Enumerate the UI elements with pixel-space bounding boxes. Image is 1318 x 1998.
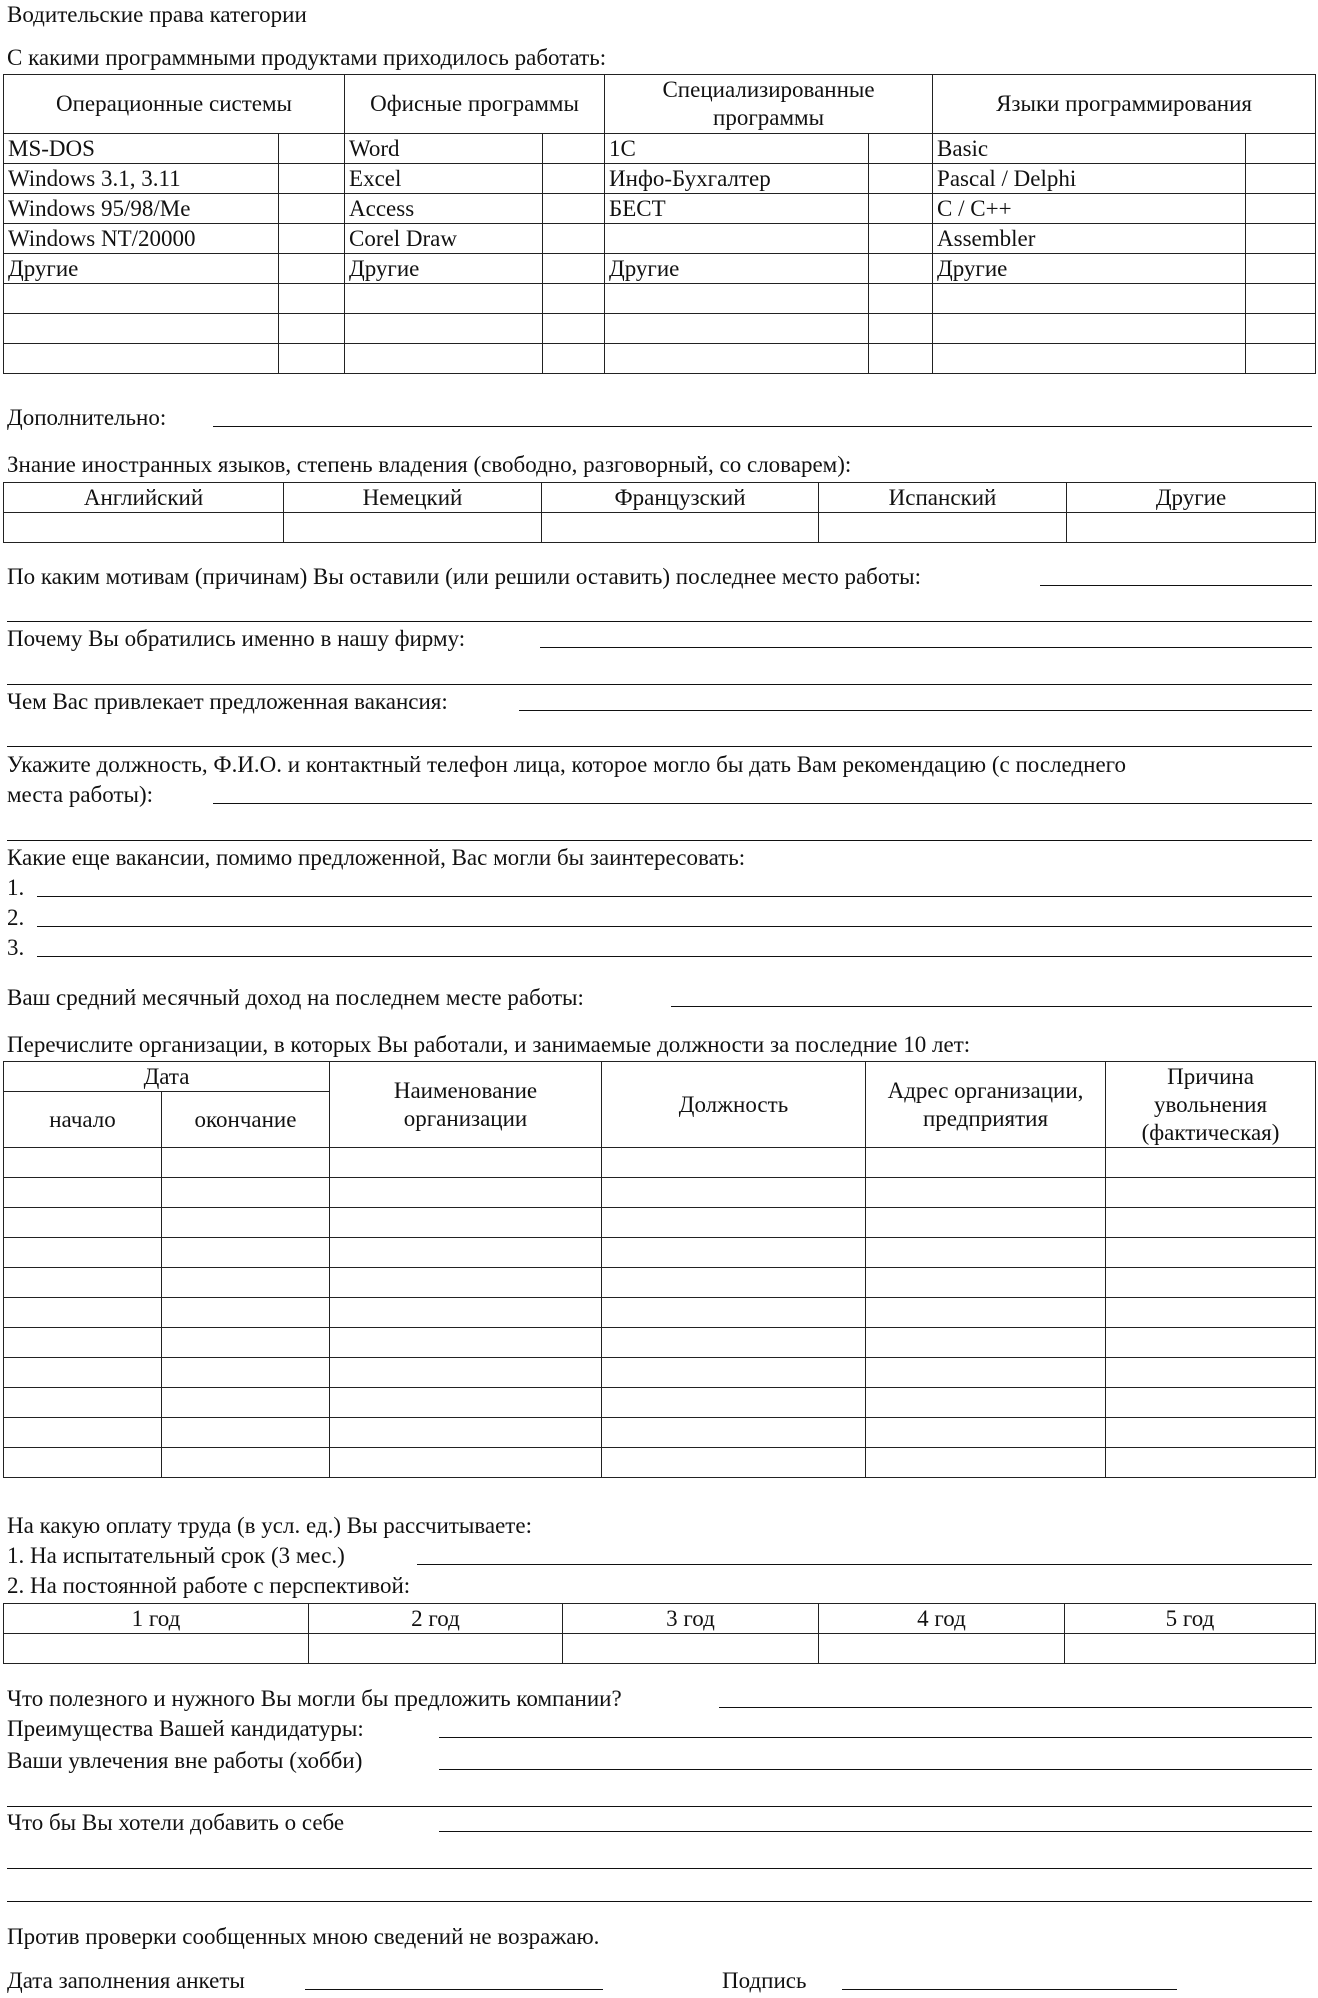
vacancy-label: Чем Вас привлекает предложенная вакансия: <box>7 689 448 714</box>
cell-label: Pascal / Delphi <box>933 164 1246 194</box>
employment-title <box>7 1030 1312 1060</box>
position-cell[interactable] <box>602 1178 866 1208</box>
year-5-salary[interactable] <box>1065 1634 1316 1664</box>
fill-cell[interactable] <box>345 344 543 374</box>
vacancy-option-field[interactable] <box>37 956 1312 957</box>
check-cell[interactable] <box>543 284 605 314</box>
year-3-salary[interactable] <box>563 1634 819 1664</box>
vacancy-field[interactable] <box>519 710 1312 711</box>
check-cell[interactable] <box>869 344 933 374</box>
vacancy-option-3 <box>7 933 1312 963</box>
reason-cell[interactable] <box>1106 1328 1316 1358</box>
additional-label: Дополнительно: <box>7 405 167 430</box>
table-row <box>4 1268 1316 1298</box>
software-table <box>3 74 1316 374</box>
table-row <box>4 224 1316 254</box>
check-cell[interactable] <box>543 344 605 374</box>
add-line <box>7 1808 1312 1838</box>
advantages-field[interactable] <box>439 1737 1312 1738</box>
consent-line <box>7 1922 1312 1952</box>
start-cell[interactable] <box>4 1298 162 1328</box>
useful-label: Что полезного и нужного Вы могли бы предложить компании? <box>7 1686 622 1711</box>
start-cell[interactable] <box>4 1328 162 1358</box>
additional-line <box>7 403 1312 433</box>
employment-header-row-1 <box>4 1062 1316 1092</box>
cell-label: Basic <box>933 134 1246 164</box>
start-cell[interactable] <box>4 1208 162 1238</box>
advantages-line <box>7 1714 1312 1744</box>
fill-cell[interactable] <box>605 314 869 344</box>
salary-years-input-row <box>4 1634 1316 1664</box>
org-cell[interactable] <box>330 1238 602 1268</box>
table-row <box>4 194 1316 224</box>
employment-table <box>3 1061 1316 1478</box>
year-2-salary[interactable] <box>309 1634 563 1664</box>
table-row <box>4 1418 1316 1448</box>
cell-label: Corel Draw <box>345 224 543 254</box>
lang-french-level[interactable] <box>542 513 819 543</box>
fill-cell[interactable] <box>933 284 1246 314</box>
end-cell[interactable] <box>162 1448 330 1478</box>
check-cell[interactable] <box>543 254 605 284</box>
table-row <box>4 164 1316 194</box>
address-cell[interactable] <box>866 1298 1106 1328</box>
cell-label: БЕСТ <box>605 194 869 224</box>
vacancy-option-field[interactable] <box>37 926 1312 927</box>
table-row <box>4 1328 1316 1358</box>
reason-cell[interactable] <box>1106 1208 1316 1238</box>
org-cell[interactable] <box>330 1208 602 1238</box>
cell-label: Инфо-Бухгалтер <box>605 164 869 194</box>
address-cell[interactable] <box>866 1388 1106 1418</box>
end-cell[interactable] <box>162 1208 330 1238</box>
check-cell[interactable] <box>279 164 345 194</box>
cell-label <box>605 224 869 254</box>
reference-line-2 <box>7 780 1312 810</box>
org-cell[interactable] <box>330 1448 602 1478</box>
check-cell[interactable] <box>279 344 345 374</box>
signature-field[interactable] <box>842 1989 1177 1990</box>
probation-field[interactable] <box>417 1564 1312 1565</box>
cell-label: Другие <box>933 254 1246 284</box>
reason-cell[interactable] <box>1106 1238 1316 1268</box>
position-cell[interactable] <box>602 1148 866 1178</box>
income-field[interactable] <box>671 1006 1312 1007</box>
address-cell[interactable] <box>866 1358 1106 1388</box>
permanent-line <box>7 1571 1312 1601</box>
check-cell[interactable] <box>869 254 933 284</box>
check-cell[interactable] <box>279 194 345 224</box>
check-cell[interactable] <box>1246 224 1316 254</box>
cell-label: Windows NT/20000 <box>4 224 279 254</box>
year-4-header: 4 год <box>819 1604 1065 1634</box>
additional-field[interactable] <box>213 426 1312 427</box>
year-2-header: 2 год <box>309 1604 563 1634</box>
date-signature-line <box>7 1966 1312 1996</box>
date-label: Дата заполнения анкеты <box>7 1968 245 1993</box>
check-cell[interactable] <box>279 254 345 284</box>
check-cell[interactable] <box>279 314 345 344</box>
start-cell[interactable] <box>4 1388 162 1418</box>
reason-cell[interactable] <box>1106 1388 1316 1418</box>
end-cell[interactable] <box>162 1388 330 1418</box>
cell-label: Word <box>345 134 543 164</box>
check-cell[interactable] <box>1246 314 1316 344</box>
reference-label-2: места работы): <box>7 782 153 807</box>
address-cell[interactable] <box>866 1208 1106 1238</box>
check-cell[interactable] <box>279 224 345 254</box>
reference-label-1: Укажите должность, Ф.И.О. и контактный телефон лица, которое могло бы дать Вам рекомендацию (с последнего <box>7 752 1127 777</box>
special-header: Специализированные программы <box>605 75 933 134</box>
year-1-header: 1 год <box>4 1604 309 1634</box>
fill-cell[interactable] <box>605 284 869 314</box>
cell-label: Access <box>345 194 543 224</box>
start-cell[interactable] <box>4 1238 162 1268</box>
lang-spanish-header: Испанский <box>819 483 1067 513</box>
signature-label: Подпись <box>722 1968 807 1993</box>
position-header: Должность <box>602 1062 866 1148</box>
other-vacancies-label: Какие еще вакансии, помимо предложенной, Вас могли бы заинтересовать: <box>7 845 746 870</box>
cell-label: Excel <box>345 164 543 194</box>
org-cell[interactable] <box>330 1418 602 1448</box>
year-5-header: 5 год <box>1065 1604 1316 1634</box>
reason-cell[interactable] <box>1106 1178 1316 1208</box>
hobby-line <box>7 1746 1312 1776</box>
probation-line <box>7 1541 1312 1571</box>
lang-german-level[interactable] <box>284 513 542 543</box>
table-row <box>4 1448 1316 1478</box>
salary-title <box>7 1511 1312 1541</box>
org-cell[interactable] <box>330 1298 602 1328</box>
date-field[interactable] <box>305 1989 603 1990</box>
probation-label: 1. На испытательный срок (3 мес.) <box>7 1543 345 1568</box>
languages-title <box>7 450 1312 480</box>
start-header: начало <box>4 1092 162 1148</box>
reference-field-2[interactable] <box>7 840 1312 841</box>
vacancy-field-2[interactable] <box>7 746 1312 747</box>
languages-input-row <box>4 513 1316 543</box>
check-cell[interactable] <box>543 134 605 164</box>
income-label: Ваш средний месячный доход на последнем месте работы: <box>7 985 584 1010</box>
vacancy-option-2 <box>7 903 1312 933</box>
employment-title-text: Перечислите организации, в которых Вы работали, и занимаемые должности за последние 10 лет: <box>7 1032 971 1057</box>
position-cell[interactable] <box>602 1268 866 1298</box>
reason-cell[interactable] <box>1106 1298 1316 1328</box>
useful-field[interactable] <box>719 1707 1312 1708</box>
table-row <box>4 134 1316 164</box>
cell-label: Assembler <box>933 224 1246 254</box>
hobby-label: Ваши увлечения вне работы (хобби) <box>7 1748 363 1773</box>
cell-label: Windows 3.1, 3.11 <box>4 164 279 194</box>
hobby-field[interactable] <box>439 1769 1312 1770</box>
check-cell[interactable] <box>543 314 605 344</box>
why-firm-line <box>7 624 1312 654</box>
address-header: Адрес организации, предприятия <box>866 1062 1106 1148</box>
salary-title-text: На какую оплату труда (в усл. ед.) Вы рассчитываете: <box>7 1513 532 1538</box>
table-row <box>4 1388 1316 1418</box>
position-cell[interactable] <box>602 1208 866 1238</box>
why-firm-field-2[interactable] <box>7 684 1312 685</box>
fill-cell[interactable] <box>933 314 1246 344</box>
check-cell[interactable] <box>543 194 605 224</box>
other-vacancies-title <box>7 843 1312 873</box>
start-cell[interactable] <box>4 1418 162 1448</box>
add-field[interactable] <box>439 1831 1312 1832</box>
org-cell[interactable] <box>330 1358 602 1388</box>
reason-header: Причина увольнения (фактическая) <box>1106 1062 1316 1148</box>
table-row <box>4 1358 1316 1388</box>
end-header: окончание <box>162 1092 330 1148</box>
address-cell[interactable] <box>866 1328 1106 1358</box>
position-cell[interactable] <box>602 1448 866 1478</box>
check-cell[interactable] <box>869 224 933 254</box>
org-header: Наименование организации <box>330 1062 602 1148</box>
add-field-3[interactable] <box>7 1901 1312 1902</box>
address-cell[interactable] <box>866 1148 1106 1178</box>
address-cell[interactable] <box>866 1268 1106 1298</box>
reason-cell[interactable] <box>1106 1358 1316 1388</box>
useful-line <box>7 1684 1312 1714</box>
lang-other-header: Другие <box>1067 483 1316 513</box>
check-cell[interactable] <box>1246 284 1316 314</box>
check-cell[interactable] <box>543 224 605 254</box>
fill-cell[interactable] <box>4 344 279 374</box>
languages-header-row <box>4 483 1316 513</box>
table-row <box>4 1148 1316 1178</box>
add-field-2[interactable] <box>7 1868 1312 1869</box>
vacancy-option-number: 3. <box>7 935 25 960</box>
check-cell[interactable] <box>869 194 933 224</box>
table-row <box>4 1178 1316 1208</box>
reason-cell[interactable] <box>1106 1148 1316 1178</box>
fill-cell[interactable] <box>4 284 279 314</box>
vacancy-option-number: 1. <box>7 875 25 900</box>
software-header-row <box>4 75 1316 134</box>
lang-english-header: Английский <box>4 483 284 513</box>
end-cell[interactable] <box>162 1268 330 1298</box>
reason-cell[interactable] <box>1106 1418 1316 1448</box>
office-header: Офисные программы <box>345 75 605 134</box>
income-line <box>7 983 1312 1013</box>
software-title-text: С какими программными продуктами приходилось работать: <box>7 45 607 70</box>
address-cell[interactable] <box>866 1238 1106 1268</box>
cell-label: Windows 95/98/Me <box>4 194 279 224</box>
fill-cell[interactable] <box>605 344 869 374</box>
cell-label: Другие <box>605 254 869 284</box>
end-cell[interactable] <box>162 1148 330 1178</box>
end-cell[interactable] <box>162 1418 330 1448</box>
motives-field-2[interactable] <box>7 621 1312 622</box>
vacancy-option-number: 2. <box>7 905 25 930</box>
end-cell[interactable] <box>162 1238 330 1268</box>
org-cell[interactable] <box>330 1328 602 1358</box>
fill-cell[interactable] <box>345 314 543 344</box>
org-cell[interactable] <box>330 1178 602 1208</box>
date-header: Дата <box>4 1062 330 1092</box>
permanent-label: 2. На постоянной работе с перспективой: <box>7 1573 411 1598</box>
vacancy-option-1 <box>7 873 1312 903</box>
table-row <box>4 254 1316 284</box>
consent-text: Против проверки сообщенных мною сведений не возражаю. <box>7 1924 600 1949</box>
check-cell[interactable] <box>1246 164 1316 194</box>
table-row <box>4 314 1316 344</box>
motives-field[interactable] <box>1040 585 1312 586</box>
reference-line-1 <box>7 750 1312 780</box>
why-firm-field[interactable] <box>540 647 1312 648</box>
cell-label: 1С <box>605 134 869 164</box>
lang-other-level[interactable] <box>1067 513 1316 543</box>
org-cell[interactable] <box>330 1268 602 1298</box>
position-cell[interactable] <box>602 1328 866 1358</box>
reason-cell[interactable] <box>1106 1268 1316 1298</box>
os-header: Операционные системы <box>4 75 345 134</box>
check-cell[interactable] <box>1246 194 1316 224</box>
end-cell[interactable] <box>162 1358 330 1388</box>
table-row <box>4 344 1316 374</box>
reason-cell[interactable] <box>1106 1448 1316 1478</box>
cell-label: Другие <box>345 254 543 284</box>
vacancy-option-field[interactable] <box>37 896 1312 897</box>
cell-label: Другие <box>4 254 279 284</box>
software-title <box>7 43 1312 73</box>
start-cell[interactable] <box>4 1448 162 1478</box>
languages-title-text: Знание иностранных языков, степень владения (свободно, разговорный, со словарем): <box>7 452 852 477</box>
position-cell[interactable] <box>602 1358 866 1388</box>
license-label: Водительские права категории <box>7 2 307 27</box>
start-cell[interactable] <box>4 1148 162 1178</box>
why-firm-label: Почему Вы обратились именно в нашу фирму: <box>7 626 466 651</box>
end-cell[interactable] <box>162 1328 330 1358</box>
motives-label: По каким мотивам (причинам) Вы оставили (или решили оставить) последнее место работы: <box>7 564 921 589</box>
end-cell[interactable] <box>162 1298 330 1328</box>
languages-table <box>3 482 1316 543</box>
cell-label: C / C++ <box>933 194 1246 224</box>
salary-years-header-row <box>4 1604 1316 1634</box>
org-cell[interactable] <box>330 1148 602 1178</box>
check-cell[interactable] <box>1246 254 1316 284</box>
table-row <box>4 1208 1316 1238</box>
end-cell[interactable] <box>162 1178 330 1208</box>
check-cell[interactable] <box>279 284 345 314</box>
lang-german-header: Немецкий <box>284 483 542 513</box>
check-cell[interactable] <box>869 134 933 164</box>
check-cell[interactable] <box>869 314 933 344</box>
check-cell[interactable] <box>543 164 605 194</box>
position-cell[interactable] <box>602 1298 866 1328</box>
lang-spanish-level[interactable] <box>819 513 1067 543</box>
position-cell[interactable] <box>602 1238 866 1268</box>
lang-prog-header: Языки программирования <box>933 75 1316 134</box>
vacancy-line <box>7 687 1312 717</box>
table-row <box>4 1238 1316 1268</box>
year-3-header: 3 год <box>563 1604 819 1634</box>
check-cell[interactable] <box>1246 134 1316 164</box>
check-cell[interactable] <box>869 164 933 194</box>
start-cell[interactable] <box>4 1268 162 1298</box>
address-cell[interactable] <box>866 1418 1106 1448</box>
hobby-field-2[interactable] <box>7 1806 1312 1807</box>
check-cell[interactable] <box>869 284 933 314</box>
year-1-salary[interactable] <box>4 1634 309 1664</box>
address-cell[interactable] <box>866 1178 1106 1208</box>
cell-label: MS-DOS <box>4 134 279 164</box>
position-cell[interactable] <box>602 1418 866 1448</box>
check-cell[interactable] <box>279 134 345 164</box>
lang-english-level[interactable] <box>4 513 284 543</box>
start-cell[interactable] <box>4 1178 162 1208</box>
license-line <box>7 0 1312 30</box>
address-cell[interactable] <box>866 1448 1106 1478</box>
salary-years-table <box>3 1603 1316 1664</box>
fill-cell[interactable] <box>933 344 1246 374</box>
year-4-salary[interactable] <box>819 1634 1065 1664</box>
lang-french-header: Французский <box>542 483 819 513</box>
table-row <box>4 1298 1316 1328</box>
advantages-label: Преимущества Вашей кандидатуры: <box>7 1716 364 1741</box>
motives-line <box>7 562 1312 592</box>
position-cell[interactable] <box>602 1388 866 1418</box>
check-cell[interactable] <box>1246 344 1316 374</box>
org-cell[interactable] <box>330 1388 602 1418</box>
reference-field[interactable] <box>213 803 1312 804</box>
fill-cell[interactable] <box>345 284 543 314</box>
fill-cell[interactable] <box>4 314 279 344</box>
start-cell[interactable] <box>4 1358 162 1388</box>
table-row <box>4 284 1316 314</box>
add-label: Что бы Вы хотели добавить о себе <box>7 1810 345 1835</box>
